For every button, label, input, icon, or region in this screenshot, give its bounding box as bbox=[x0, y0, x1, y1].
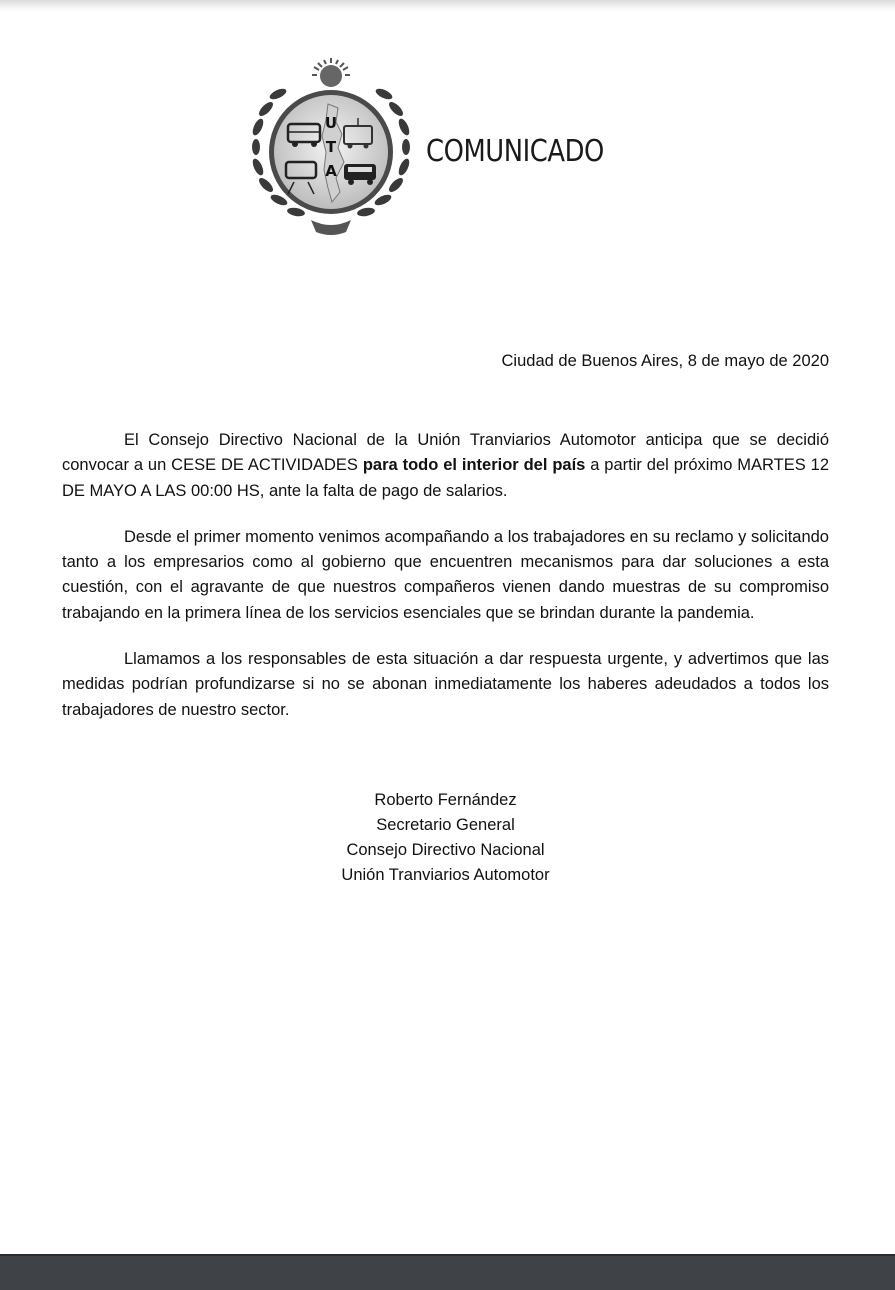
page-title: COMUNICADO bbox=[426, 134, 604, 169]
signature-name: Roberto Fernández bbox=[374, 791, 517, 809]
paragraph-1 bbox=[62, 428, 829, 504]
ribbon-icon bbox=[311, 220, 351, 235]
svg-text:U: U bbox=[324, 114, 338, 132]
signature-organization: Unión Tranviarios Automotor bbox=[341, 866, 550, 884]
signature-block bbox=[62, 788, 829, 888]
paragraph-3: Llamamos a los responsables de esta situación a dar respuesta urgente, y advertimos que las medidas podrían profundizarse si no se abonan inmediatamente los haberes adeudados a todos los trabajadores de nuestro sector. bbox=[62, 650, 829, 719]
uta-logo bbox=[236, 52, 426, 242]
uta-letters bbox=[325, 114, 337, 180]
date-line: Ciudad de Buenos Aires, 8 de mayo de 2020 bbox=[501, 352, 829, 370]
paragraph-1-emphasis: para todo el interior del país bbox=[362, 456, 586, 475]
paragraph-2: Desde el primer momento venimos acompañando a los trabajadores en su reclamo y solicitando tanto a los empresarios como al gobierno que encuentren mecanismos para dar soluciones a esta cuestión, con el agravante de que nuestros compañeros vienen dando muestras de su compromiso trabajando en la primera línea de los servicios esenciales que se brindan durante la pandemia. bbox=[62, 527, 829, 622]
top-shadow bbox=[0, 0, 895, 12]
bottom-bar bbox=[0, 1254, 895, 1290]
svg-text:A: A bbox=[325, 162, 337, 180]
signature-body: Consejo Directivo Nacional bbox=[346, 841, 545, 859]
letter-body bbox=[62, 428, 829, 744]
sun-icon bbox=[312, 58, 350, 87]
signature-role: Secretario General bbox=[376, 816, 515, 834]
svg-text:T: T bbox=[325, 138, 337, 156]
paragraph-1-part-2: a partir del próximo MARTES 12 DE MAYO A LAS 00:00 HS, ante la falta de pago de salarios. bbox=[62, 456, 829, 500]
paragraph-1-part-1: El Consejo Directivo Nacional de la Unión Tranviarios Automotor anticipa que se decidió convocar a un CESE DE ACTIVIDADES bbox=[62, 431, 829, 475]
